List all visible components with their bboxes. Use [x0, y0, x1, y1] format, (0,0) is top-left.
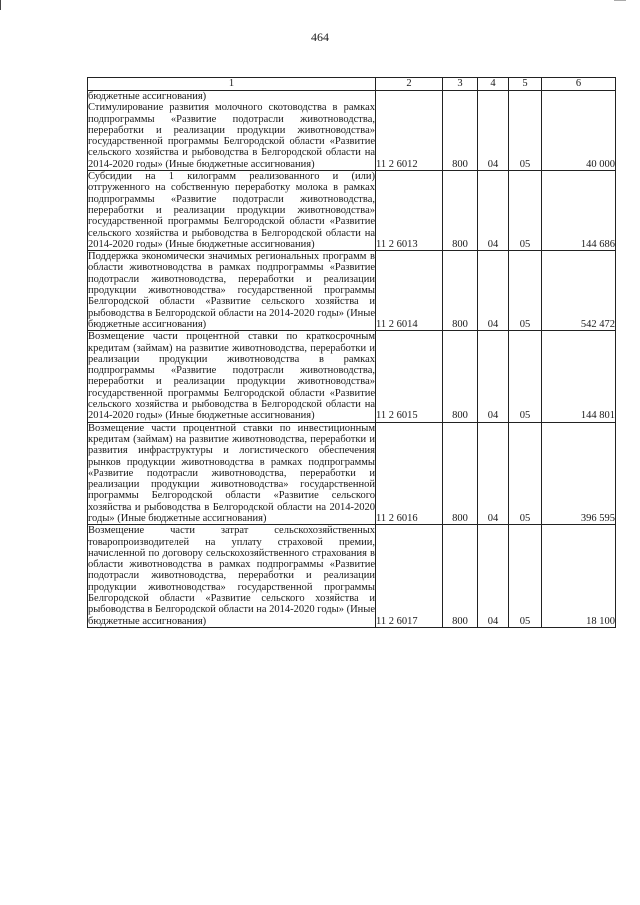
- section-code: 04: [478, 171, 509, 251]
- table-row: [88, 422, 616, 525]
- subsection-code: 05: [509, 171, 542, 251]
- target-code: 11 2 6014: [376, 251, 443, 331]
- carryover-text: бюджетные ассигнования): [88, 91, 207, 102]
- expense-type-code: 800: [443, 422, 478, 525]
- table-row: [88, 91, 616, 171]
- subsection-code: 05: [509, 331, 542, 422]
- target-code: 11 2 6012: [376, 91, 443, 171]
- expense-type-code: 800: [443, 171, 478, 251]
- subsection-code: 05: [509, 91, 542, 171]
- amount: 542 472: [542, 251, 616, 331]
- column-header: 1: [88, 78, 376, 91]
- subsection-code: 05: [509, 251, 542, 331]
- expense-type-code: 800: [443, 331, 478, 422]
- expense-type-code: 800: [443, 91, 478, 171]
- row-description: Субсидии на 1 килограмм реализованного и (или) отгруженного на собственную переработку молока в рамках подпрограммы «Развитие подотрасли животноводства, переработки и реализации продукции животноводства» государственной программы Белгородской области «Развитие сельского хозяйства и рыбоводства в Белгородской области на 2014-2020 годы» (Иные бюджетные ассигнования): [88, 171, 375, 250]
- row-description-cell: [88, 171, 376, 251]
- row-description-cell: [88, 251, 376, 331]
- column-header: 4: [478, 78, 509, 91]
- amount: 144 801: [542, 331, 616, 422]
- target-code: 11 2 6015: [376, 331, 443, 422]
- amount: 40 000: [542, 91, 616, 171]
- target-code: 11 2 6017: [376, 525, 443, 628]
- scan-mark-right: [614, 0, 626, 1]
- column-header: 6: [542, 78, 616, 91]
- table-row: [88, 251, 616, 331]
- row-description: Возмещение части затрат сельскохозяйственных товаропроизводителей на уплату страховой премии, начисленной по договору сельскохозяйственного страхования в области животноводства в рамках подпрограммы «Развитие подотрасли животноводства, переработки и реализации продукции животноводства» государственной программы Белгородской области «Развитие сельского хозяйства и рыбоводства в Белгородской области на 2014-2020 годы» (Иные бюджетные ассигнования): [88, 525, 375, 627]
- amount: 144 686: [542, 171, 616, 251]
- row-description: Возмещение части процентной ставки по инвестиционным кредитам (займам) на развитие животноводства, переработки и развития инфраструктуры и логистического обеспечения рынков продукции животноводства в рамках подпрограммы «Развитие подотрасли животноводства, переработки и реализации продукции животноводства» государственной программы Белгородской области «Развитие сельского хозяйства и рыбоводства в Белгородской области на 2014-2020 годы» (Иные бюджетные ассигнования): [88, 422, 375, 524]
- row-description-cell: [88, 331, 376, 422]
- scan-mark-left: [0, 0, 1, 10]
- budget-table: [87, 77, 616, 628]
- section-code: 04: [478, 251, 509, 331]
- row-description: Поддержка экономически значимых региональных программ в области животноводства в рамках подпрограммы «Развитие подотрасли животноводства, переработки и реализации продукции животноводства» государственной программы Белгородской области «Развитие сельского хозяйства и рыбоводства в Белгородской области на 2014-2020 годы» (Иные бюджетные ассигнования): [88, 251, 375, 330]
- row-description-cell: [88, 91, 376, 171]
- amount: 18 100: [542, 525, 616, 628]
- page-number: 464: [311, 30, 329, 44]
- expense-type-code: 800: [443, 525, 478, 628]
- section-code: 04: [478, 525, 509, 628]
- row-description: Возмещение части процентной ставки по краткосрочным кредитам (займам) на развитие животноводства, переработки и реализации продукции животноводства в рамках подпрограммы «Развитие подотрасли животноводства, переработки и реализации продукции животноводства» государственной программы Белгородской области «Развитие сельского хозяйства и рыбоводства в Белгородской области на 2014-2020 годы» (Иные бюджетные ассигнования): [88, 331, 375, 422]
- target-code: 11 2 6013: [376, 171, 443, 251]
- amount: 396 595: [542, 422, 616, 525]
- column-header: 5: [509, 78, 542, 91]
- column-header: 2: [376, 78, 443, 91]
- section-code: 04: [478, 422, 509, 525]
- table-header-row: [88, 78, 616, 91]
- row-description-cell: [88, 525, 376, 628]
- row-description: Стимулирование развития молочного скотоводства в рамках подпрограммы «Развитие подотрасли животноводства, переработки и реализации продукции животноводства» государственной программы Белгородской области «Развитие сельского хозяйства и рыбоводства в Белгородской области на 2014-2020 годы» (Иные бюджетные ассигнования): [88, 102, 375, 170]
- row-description-cell: [88, 422, 376, 525]
- table-row: [88, 171, 616, 251]
- subsection-code: 05: [509, 525, 542, 628]
- expense-type-code: 800: [443, 251, 478, 331]
- table-row: [88, 525, 616, 628]
- section-code: 04: [478, 91, 509, 171]
- table-row: [88, 331, 616, 422]
- column-header: 3: [443, 78, 478, 91]
- subsection-code: 05: [509, 422, 542, 525]
- section-code: 04: [478, 331, 509, 422]
- target-code: 11 2 6016: [376, 422, 443, 525]
